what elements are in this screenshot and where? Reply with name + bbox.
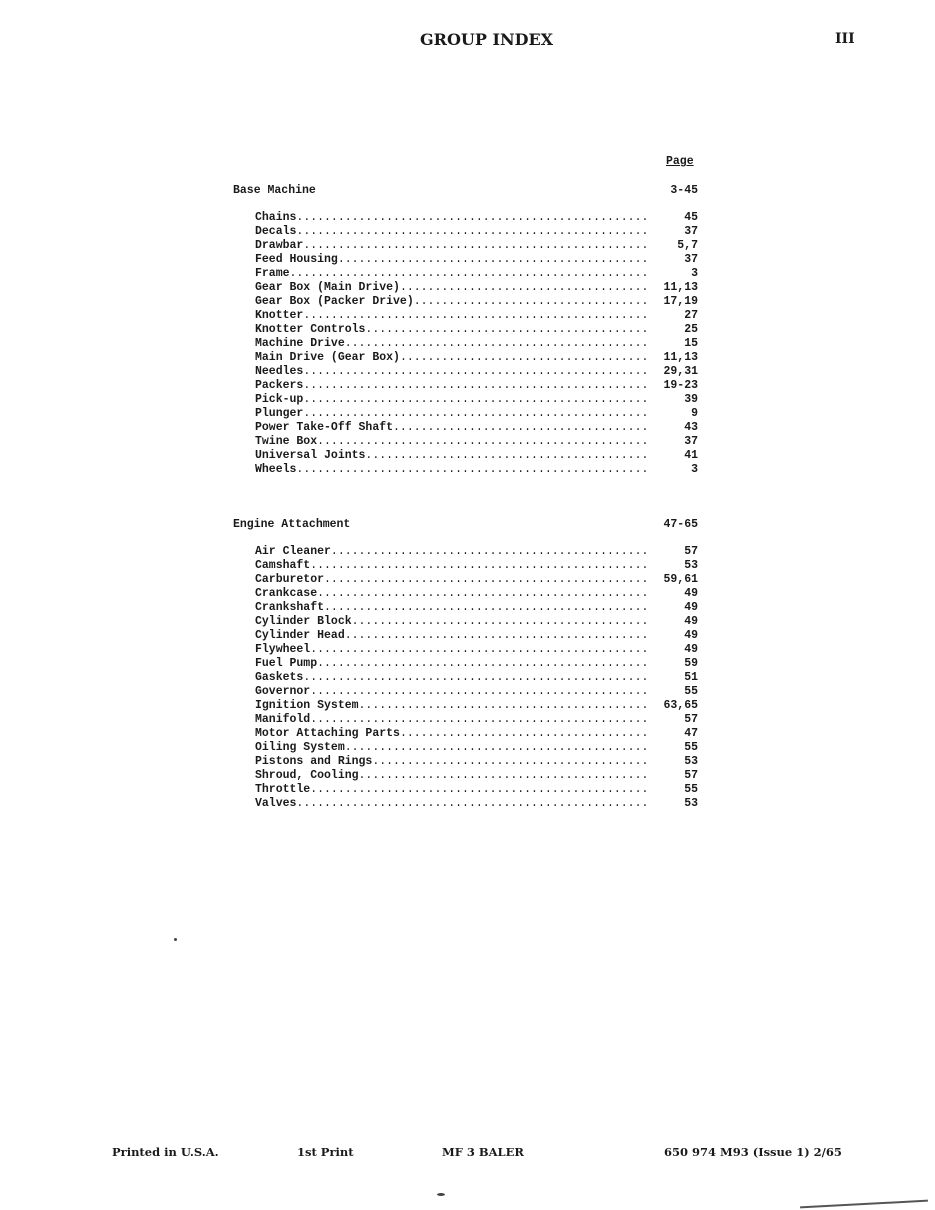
entry-page: 47 [684, 727, 698, 740]
entry-page: 3 [691, 463, 698, 476]
entry-label: Cylinder Head [255, 629, 345, 642]
leader-dots [296, 211, 648, 225]
entry-page: 11,13 [663, 281, 698, 294]
leader-dots [303, 379, 648, 393]
entry-page: 37 [684, 253, 698, 266]
index-entry [255, 755, 698, 769]
leader-dots [345, 741, 648, 755]
entry-label: Throttle [255, 783, 311, 796]
entry-label: Packers [255, 379, 304, 392]
entry-label: Air Cleaner [255, 545, 331, 558]
leader-dots [296, 463, 648, 477]
leader-dots [296, 225, 648, 239]
entry-page: 49 [684, 587, 698, 600]
page-title: GROUP INDEX [420, 30, 554, 49]
entry-label: Pistons and Rings [255, 755, 373, 768]
entry-page: 25 [684, 323, 698, 336]
leader-dots [345, 629, 648, 643]
leader-dots [310, 643, 648, 657]
leader-dots [310, 713, 648, 727]
index-entry [255, 253, 698, 267]
entry-page: 45 [684, 211, 698, 224]
leader-dots [303, 671, 648, 685]
index-entry [255, 365, 698, 379]
section-page-range: 3-45 [670, 184, 698, 197]
entry-label: Main Drive (Gear Box) [255, 351, 400, 364]
entry-page: 37 [684, 435, 698, 448]
entry-label: Frame [255, 267, 290, 280]
entry-label: Manifold [255, 713, 311, 726]
index-entry [255, 239, 698, 253]
leader-dots [324, 601, 648, 615]
section-title: Engine Attachment [233, 518, 351, 531]
index-entry [255, 559, 698, 573]
entry-page: 63,65 [663, 699, 698, 712]
entry-label: Crankshaft [255, 601, 325, 614]
index-entry [255, 629, 698, 643]
entry-label: Universal Joints [255, 449, 366, 462]
entry-page: 11,13 [663, 351, 698, 364]
entry-page: 9 [691, 407, 698, 420]
entry-page: 37 [684, 225, 698, 238]
entry-label: Drawbar [255, 239, 304, 252]
entry-label: Machine Drive [255, 337, 345, 350]
entry-label: Ignition System [255, 699, 359, 712]
leader-dots [365, 323, 648, 337]
index-entry [255, 545, 698, 559]
leader-dots [400, 727, 648, 741]
entry-label: Motor Attaching Parts [255, 727, 400, 740]
leader-dots [359, 769, 648, 783]
entry-page: 43 [684, 421, 698, 434]
page-column-header: Page [666, 155, 694, 168]
entry-page: 5,7 [677, 239, 698, 252]
entry-label: Fuel Pump [255, 657, 318, 670]
entry-page: 59,61 [663, 573, 698, 586]
index-entry [255, 379, 698, 393]
entry-label: Knotter Controls [255, 323, 366, 336]
section-title: Base Machine [233, 184, 316, 197]
entry-page: 59 [684, 657, 698, 670]
index-entry [255, 463, 698, 477]
index-entry [255, 671, 698, 685]
entry-label: Carburetor [255, 573, 325, 586]
entry-page: 49 [684, 615, 698, 628]
leader-dots [365, 449, 648, 463]
entry-page: 49 [684, 643, 698, 656]
entry-page: 57 [684, 713, 698, 726]
entry-label: Gear Box (Main Drive) [255, 281, 400, 294]
entry-label: Crankcase [255, 587, 318, 600]
index-entry [255, 337, 698, 351]
entry-label: Needles [255, 365, 304, 378]
entry-page: 53 [684, 559, 698, 572]
index-entry [255, 587, 698, 601]
leader-dots [338, 253, 648, 267]
index-entry [255, 407, 698, 421]
entry-page: 57 [684, 545, 698, 558]
leader-dots [414, 295, 648, 309]
leader-dots [393, 421, 648, 435]
index-entry [255, 601, 698, 615]
roman-page-number: III [835, 31, 855, 47]
index-entry [255, 573, 698, 587]
entry-label: Shroud, Cooling [255, 769, 359, 782]
entry-label: Gaskets [255, 671, 304, 684]
entry-label: Wheels [255, 463, 297, 476]
entry-page: 53 [684, 755, 698, 768]
leader-dots [359, 699, 648, 713]
leader-dots [303, 309, 648, 323]
entry-label: Chains [255, 211, 297, 224]
index-entry [255, 449, 698, 463]
leader-dots [345, 337, 648, 351]
index-entry [255, 685, 698, 699]
entry-label: Decals [255, 225, 297, 238]
index-entry [255, 713, 698, 727]
scan-speck [174, 938, 177, 941]
entry-page: 39 [684, 393, 698, 406]
entry-page: 51 [684, 671, 698, 684]
entry-page: 19-23 [663, 379, 698, 392]
entry-page: 17,19 [663, 295, 698, 308]
index-entry [255, 769, 698, 783]
entry-label: Cylinder Block [255, 615, 352, 628]
leader-dots [290, 267, 648, 281]
entry-page: 55 [684, 741, 698, 754]
entry-page: 53 [684, 797, 698, 810]
entry-label: Feed Housing [255, 253, 338, 266]
leader-dots [303, 239, 648, 253]
leader-dots [296, 797, 648, 811]
section-heading [233, 184, 698, 198]
index-entry [255, 421, 698, 435]
footer-printed: Printed in U.S.A. [112, 1145, 219, 1159]
leader-dots [303, 407, 648, 421]
leader-dots [331, 545, 648, 559]
index-entry [255, 211, 698, 225]
entry-label: Twine Box [255, 435, 318, 448]
index-entry [255, 783, 698, 797]
index-entries [255, 211, 698, 477]
index-entry [255, 393, 698, 407]
section-page-range: 47-65 [663, 518, 698, 531]
section-heading [233, 518, 698, 532]
index-entry [255, 323, 698, 337]
entry-label: Governor [255, 685, 311, 698]
leader-dots [310, 559, 648, 573]
entry-page: 29,31 [663, 365, 698, 378]
leader-dots [303, 365, 648, 379]
entry-label: Power Take-Off Shaft [255, 421, 394, 434]
entry-label: Valves [255, 797, 297, 810]
scan-artifact-line [800, 1200, 928, 1209]
index-entry [255, 615, 698, 629]
leader-dots [400, 281, 648, 295]
index-entry [255, 643, 698, 657]
index-entry [255, 281, 698, 295]
entry-label: Knotter [255, 309, 304, 322]
entry-page: 27 [684, 309, 698, 322]
entry-label: Pick-up [255, 393, 304, 406]
footer-model: MF 3 BALER [442, 1145, 524, 1159]
index-entry [255, 699, 698, 713]
leader-dots [317, 657, 648, 671]
index-entry [255, 435, 698, 449]
index-entry [255, 657, 698, 671]
footer-print-run: 1st Print [297, 1145, 354, 1159]
index-entry [255, 295, 698, 309]
entry-page: 49 [684, 601, 698, 614]
index-entries [255, 545, 698, 811]
entry-page: 3 [691, 267, 698, 280]
leader-dots [400, 351, 648, 365]
entry-page: 41 [684, 449, 698, 462]
entry-page: 55 [684, 685, 698, 698]
leader-dots [317, 435, 648, 449]
index-entry [255, 225, 698, 239]
entry-page: 55 [684, 783, 698, 796]
leader-dots [372, 755, 648, 769]
index-entry [255, 741, 698, 755]
leader-dots [310, 685, 648, 699]
index-entry [255, 267, 698, 281]
section-engine-attachment [233, 518, 698, 811]
index-entry [255, 309, 698, 323]
scan-speck [437, 1193, 445, 1196]
entry-page: 15 [684, 337, 698, 350]
index-entry [255, 727, 698, 741]
leader-dots [352, 615, 648, 629]
entry-label: Flywheel [255, 643, 311, 656]
leader-dots [303, 393, 648, 407]
footer-doc-number: 650 974 M93 (Issue 1) 2/65 [664, 1145, 842, 1159]
section-base-machine [233, 184, 698, 477]
entry-label: Camshaft [255, 559, 311, 572]
leader-dots [310, 783, 648, 797]
leader-dots [317, 587, 648, 601]
index-entry [255, 797, 698, 811]
index-entry [255, 351, 698, 365]
leader-dots [324, 573, 648, 587]
entry-page: 49 [684, 629, 698, 642]
entry-label: Oiling System [255, 741, 345, 754]
entry-page: 57 [684, 769, 698, 782]
entry-label: Plunger [255, 407, 304, 420]
entry-label: Gear Box (Packer Drive) [255, 295, 414, 308]
